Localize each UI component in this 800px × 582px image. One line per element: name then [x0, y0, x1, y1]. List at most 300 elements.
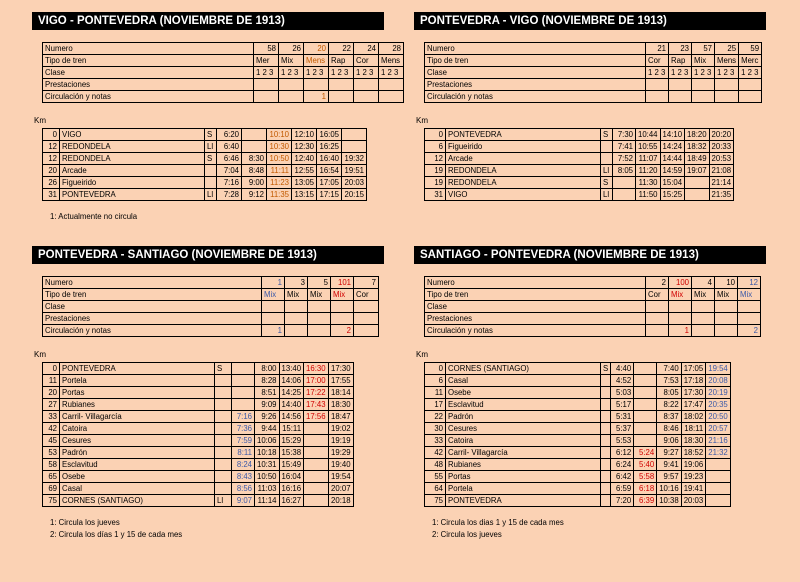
station-row	[425, 471, 731, 483]
time-cell: 15:11	[279, 423, 304, 435]
header-label: Tipo de tren	[43, 55, 254, 67]
train-cell: 23	[669, 43, 692, 55]
footnote: 1: Circula los jueves	[50, 518, 120, 527]
train-cell: Cor	[646, 289, 669, 301]
header-label: Clase	[425, 301, 646, 313]
header-label: Prestaciones	[425, 79, 646, 91]
time-cell	[706, 483, 731, 495]
time-cell: 16:05	[317, 129, 342, 141]
time-cell: 5:37	[611, 423, 634, 435]
time-cell: 10:55	[636, 141, 661, 153]
time-cell: 9:26	[255, 411, 280, 423]
station-km: 45	[43, 435, 60, 447]
train-cell: 1 2 3	[692, 67, 715, 79]
station-name: REDONDELA	[446, 177, 601, 189]
time-cell: 19:54	[706, 363, 731, 375]
time-cell	[634, 363, 657, 375]
time-cell: 9:00	[242, 177, 267, 189]
time-cell: 21:08	[709, 165, 734, 177]
time-cell: 17:47	[681, 399, 706, 411]
time-cell: 7:28	[217, 189, 242, 201]
time-cell: 7:20	[611, 495, 634, 507]
train-cell	[715, 91, 739, 103]
train-cell: Mens	[715, 55, 739, 67]
station-name: Padrón	[446, 411, 601, 423]
time-cell: 21:32	[706, 447, 731, 459]
time-cell: 16:54	[317, 165, 342, 177]
time-cell: 7:59	[232, 435, 255, 447]
station-km: 53	[43, 447, 60, 459]
time-cell: 14:25	[279, 387, 304, 399]
time-cell: 8:37	[657, 411, 682, 423]
time-cell	[634, 435, 657, 447]
train-cell	[254, 79, 279, 91]
station-km: 11	[43, 375, 60, 387]
footnote: 1: Actualmente no circula	[50, 212, 138, 221]
train-cell: Rap	[669, 55, 692, 67]
station-name: REDONDELA	[446, 165, 601, 177]
time-cell: 16:16	[279, 483, 304, 495]
time-cell: 8:28	[255, 375, 280, 387]
time-cell: 14:10	[660, 129, 685, 141]
time-cell: 9:09	[255, 399, 280, 411]
station-row	[425, 177, 734, 189]
station-name: Osebe	[60, 471, 215, 483]
time-cell: 5:03	[611, 387, 634, 399]
time-cell: 14:40	[279, 399, 304, 411]
train-cell	[262, 313, 285, 325]
time-cell: 17:55	[328, 375, 353, 387]
train-cell: Mix	[262, 289, 285, 301]
header-label: Prestaciones	[425, 313, 646, 325]
time-cell: 14:59	[660, 165, 685, 177]
station-row	[43, 399, 354, 411]
time-cell: 5:17	[611, 399, 634, 411]
time-cell: 9:27	[657, 447, 682, 459]
time-cell: 6:42	[611, 471, 634, 483]
station-flag	[601, 483, 611, 495]
time-cell: 13:15	[292, 189, 317, 201]
station-row	[43, 435, 354, 447]
time-cell	[685, 189, 710, 201]
time-cell: 10:44	[636, 129, 661, 141]
header-row	[43, 43, 404, 55]
train-cell: Merc	[739, 55, 762, 67]
station-flag: S	[601, 363, 611, 375]
time-cell: 11:07	[636, 153, 661, 165]
train-cell	[669, 79, 692, 91]
train-cell: 1 2 3	[304, 67, 329, 79]
station-flag	[601, 435, 611, 447]
station-km: 30	[425, 423, 446, 435]
time-cell: 6:59	[611, 483, 634, 495]
time-cell: 20:08	[706, 375, 731, 387]
station-km: 69	[43, 483, 60, 495]
station-km: 19	[425, 177, 446, 189]
time-cell: 18:11	[681, 423, 706, 435]
station-km: 31	[425, 189, 446, 201]
train-cell	[692, 313, 715, 325]
train-cell	[739, 91, 762, 103]
train-cell: 10	[715, 277, 738, 289]
train-cell: 1	[262, 277, 285, 289]
station-name: Portas	[446, 471, 601, 483]
station-name: Casal	[446, 375, 601, 387]
header-row	[425, 91, 762, 103]
time-cell: 18:30	[681, 435, 706, 447]
train-cell: 59	[739, 43, 762, 55]
time-cell: 7:40	[657, 363, 682, 375]
station-row	[43, 129, 367, 141]
station-flag	[601, 495, 611, 507]
train-cell	[279, 79, 304, 91]
station-name: PONTEVEDRA	[446, 495, 601, 507]
time-cell: 12:55	[292, 165, 317, 177]
train-cell: 24	[354, 43, 379, 55]
station-km: 42	[425, 447, 446, 459]
time-cell: 8:05	[657, 387, 682, 399]
train-cell: 2	[738, 325, 761, 337]
train-cell: 1	[262, 325, 285, 337]
station-name: Catoira	[446, 435, 601, 447]
time-cell: 4:40	[611, 363, 634, 375]
train-cell: 25	[715, 43, 739, 55]
station-flag	[215, 447, 232, 459]
time-cell: 18:20	[685, 129, 710, 141]
time-cell: 7:30	[613, 129, 636, 141]
time-cell: 6:24	[611, 459, 634, 471]
header-label: Clase	[43, 301, 262, 313]
time-cell: 8:22	[657, 399, 682, 411]
time-cell: 17:43	[304, 399, 329, 411]
station-flag	[215, 459, 232, 471]
time-cell: 19:06	[681, 459, 706, 471]
time-cell: 20:18	[328, 495, 353, 507]
station-km: 58	[43, 459, 60, 471]
station-row	[425, 483, 731, 495]
train-cell: Mix	[279, 55, 304, 67]
station-flag	[601, 399, 611, 411]
km-label: Km	[34, 350, 46, 359]
station-km: 6	[425, 141, 446, 153]
station-flag	[601, 447, 611, 459]
time-cell: 17:05	[317, 177, 342, 189]
train-cell	[715, 313, 738, 325]
panel-title: SANTIAGO - PONTEVEDRA (NOVIEMBRE DE 1913)	[414, 246, 766, 264]
train-cell	[692, 79, 715, 91]
time-cell: 9:12	[242, 189, 267, 201]
time-cell: 7:36	[232, 423, 255, 435]
station-row	[43, 411, 354, 423]
time-cell: 19:23	[681, 471, 706, 483]
km-label: Km	[416, 350, 428, 359]
station-name: Esclavitud	[446, 399, 601, 411]
header-label: Numero	[43, 43, 254, 55]
station-flag: Ll	[205, 189, 217, 201]
train-cell	[646, 91, 669, 103]
header-row	[425, 301, 761, 313]
train-cell: 4	[692, 277, 715, 289]
train-cell: 1 2 3	[354, 67, 379, 79]
train-cell	[738, 313, 761, 325]
header-row	[425, 313, 761, 325]
time-cell: 18:49	[685, 153, 710, 165]
train-cell: 1 2 3	[379, 67, 404, 79]
header-row	[43, 301, 379, 313]
station-name: Portela	[446, 483, 601, 495]
station-flag	[215, 435, 232, 447]
station-km: 12	[43, 153, 60, 165]
station-flag	[215, 387, 232, 399]
time-cell: 19:40	[328, 459, 353, 471]
time-cell	[304, 471, 329, 483]
time-cell: 20:19	[706, 387, 731, 399]
time-cell	[232, 363, 255, 375]
train-cell: 26	[279, 43, 304, 55]
station-row	[425, 411, 731, 423]
time-cell	[232, 399, 255, 411]
time-cell	[685, 177, 710, 189]
station-name: Catoira	[60, 423, 215, 435]
train-cell: 22	[329, 43, 354, 55]
station-km: 27	[43, 399, 60, 411]
train-cell	[331, 313, 354, 325]
time-cell: 15:49	[279, 459, 304, 471]
train-cell	[354, 325, 379, 337]
station-km: 12	[43, 141, 60, 153]
train-cell: 2	[646, 277, 669, 289]
station-km: 65	[43, 471, 60, 483]
time-cell: 5:53	[611, 435, 634, 447]
time-cell: 10:50	[255, 471, 280, 483]
station-row	[425, 129, 734, 141]
station-row	[425, 153, 734, 165]
time-cell: 20:50	[706, 411, 731, 423]
station-row	[43, 483, 354, 495]
station-flag	[215, 411, 232, 423]
time-cell: 9:07	[232, 495, 255, 507]
panel-title: PONTEVEDRA - VIGO (NOVIEMBRE DE 1913)	[414, 12, 766, 30]
train-cell: 1 2 3	[739, 67, 762, 79]
train-cell	[285, 301, 308, 313]
station-row	[43, 177, 367, 189]
train-header-table	[424, 276, 761, 337]
station-flag	[205, 177, 217, 189]
time-cell: 10:10	[267, 129, 292, 141]
station-flag	[601, 141, 613, 153]
station-km: 0	[43, 363, 60, 375]
header-row	[425, 43, 762, 55]
train-cell: 21	[646, 43, 669, 55]
header-row	[43, 325, 379, 337]
time-cell: 5:58	[634, 471, 657, 483]
time-cell: 17:15	[317, 189, 342, 201]
time-cell: 7:04	[217, 165, 242, 177]
time-cell: 7:53	[657, 375, 682, 387]
station-row	[425, 459, 731, 471]
station-flag	[601, 387, 611, 399]
time-cell: 20:07	[328, 483, 353, 495]
station-name: CORNES (SANTIAGO)	[60, 495, 215, 507]
station-name: VIGO	[60, 129, 205, 141]
station-table	[42, 128, 367, 201]
train-cell	[254, 91, 279, 103]
train-cell: Cor	[646, 55, 669, 67]
time-cell: 10:18	[255, 447, 280, 459]
station-km: 0	[425, 129, 446, 141]
header-label: Tipo de tren	[425, 55, 646, 67]
station-km: 31	[43, 189, 60, 201]
time-cell: 7:16	[232, 411, 255, 423]
header-row	[43, 277, 379, 289]
station-row	[43, 363, 354, 375]
station-km: 6	[425, 375, 446, 387]
station-row	[425, 375, 731, 387]
station-km: 75	[425, 495, 446, 507]
station-flag	[601, 471, 611, 483]
station-flag: S	[205, 153, 217, 165]
header-row	[425, 55, 762, 67]
station-km: 20	[43, 387, 60, 399]
header-row	[43, 79, 404, 91]
time-cell: 10:06	[255, 435, 280, 447]
station-flag	[601, 459, 611, 471]
time-cell: 8:56	[232, 483, 255, 495]
station-name: Cesures	[60, 435, 215, 447]
station-name: PONTEVEDRA	[60, 363, 215, 375]
station-name: Carril- Villagarcía	[446, 447, 601, 459]
time-cell: 11:20	[636, 165, 661, 177]
time-cell: 19:51	[342, 165, 367, 177]
time-cell: 17:18	[681, 375, 706, 387]
station-name: Carril- Villagarcía	[60, 411, 215, 423]
time-cell: 8:46	[657, 423, 682, 435]
time-cell: 16:27	[279, 495, 304, 507]
train-cell: Rap	[329, 55, 354, 67]
time-cell: 11:30	[636, 177, 661, 189]
time-cell: 20:33	[709, 141, 734, 153]
station-flag	[215, 399, 232, 411]
time-cell: 16:04	[279, 471, 304, 483]
time-cell: 21:14	[709, 177, 734, 189]
train-cell	[669, 301, 692, 313]
header-label: Prestaciones	[43, 79, 254, 91]
station-row	[43, 471, 354, 483]
time-cell: 15:29	[279, 435, 304, 447]
time-cell: 20:15	[342, 189, 367, 201]
time-cell: 17:56	[304, 411, 329, 423]
train-cell	[354, 313, 379, 325]
time-cell: 9:57	[657, 471, 682, 483]
time-cell: 16:40	[317, 153, 342, 165]
station-name: VIGO	[446, 189, 601, 201]
train-cell: 5	[308, 277, 331, 289]
time-cell	[232, 387, 255, 399]
time-cell: 6:40	[217, 141, 242, 153]
time-cell: 19:02	[328, 423, 353, 435]
time-cell: 11:03	[255, 483, 280, 495]
train-cell	[354, 91, 379, 103]
station-row	[425, 165, 734, 177]
time-cell: 10:50	[267, 153, 292, 165]
station-flag: S	[215, 363, 232, 375]
station-name: Padrón	[60, 447, 215, 459]
time-cell: 6:18	[634, 483, 657, 495]
train-cell: 12	[738, 277, 761, 289]
station-km: 42	[43, 423, 60, 435]
train-cell	[308, 313, 331, 325]
time-cell: 17:05	[681, 363, 706, 375]
station-flag	[601, 411, 611, 423]
train-cell: 100	[669, 277, 692, 289]
train-cell	[692, 301, 715, 313]
station-row	[43, 141, 367, 153]
time-cell: 12:30	[292, 141, 317, 153]
station-km: 26	[43, 177, 60, 189]
time-cell	[634, 423, 657, 435]
time-cell	[634, 387, 657, 399]
train-header-table	[42, 276, 379, 337]
station-row	[425, 141, 734, 153]
train-cell: 101	[331, 277, 354, 289]
header-label: Tipo de tren	[43, 289, 262, 301]
time-cell: 5:40	[634, 459, 657, 471]
time-cell: 7:16	[217, 177, 242, 189]
station-km: 22	[425, 411, 446, 423]
time-cell: 16:30	[304, 363, 329, 375]
time-cell: 8:00	[255, 363, 280, 375]
train-cell: Mix	[692, 55, 715, 67]
station-table	[424, 128, 734, 201]
train-cell	[279, 91, 304, 103]
time-cell: 20:03	[681, 495, 706, 507]
station-flag: Ll	[601, 189, 613, 201]
time-cell: 10:30	[267, 141, 292, 153]
train-cell	[646, 301, 669, 313]
footnote: 2: Circula los jueves	[432, 530, 502, 539]
station-name: Esclavitud	[60, 459, 215, 471]
train-cell	[285, 325, 308, 337]
station-flag	[215, 375, 232, 387]
station-km: 33	[425, 435, 446, 447]
header-label: Tipo de tren	[425, 289, 646, 301]
time-cell	[342, 141, 367, 153]
time-cell	[304, 483, 329, 495]
station-name: Portela	[60, 375, 215, 387]
train-cell	[331, 301, 354, 313]
train-cell: Mix	[692, 289, 715, 301]
station-km: 0	[43, 129, 60, 141]
header-row	[425, 325, 761, 337]
station-name: Rubianes	[446, 459, 601, 471]
train-cell: Mer	[254, 55, 279, 67]
train-cell	[669, 313, 692, 325]
time-cell	[706, 471, 731, 483]
time-cell: 8:51	[255, 387, 280, 399]
station-row	[43, 423, 354, 435]
time-cell	[706, 495, 731, 507]
train-cell	[739, 79, 762, 91]
time-cell: 10:31	[255, 459, 280, 471]
time-cell: 8:30	[242, 153, 267, 165]
station-table	[424, 362, 731, 507]
station-name: Figueirido	[60, 177, 205, 189]
time-cell	[613, 189, 636, 201]
time-cell: 9:06	[657, 435, 682, 447]
header-row	[43, 289, 379, 301]
train-cell: Mix	[285, 289, 308, 301]
time-cell	[634, 375, 657, 387]
